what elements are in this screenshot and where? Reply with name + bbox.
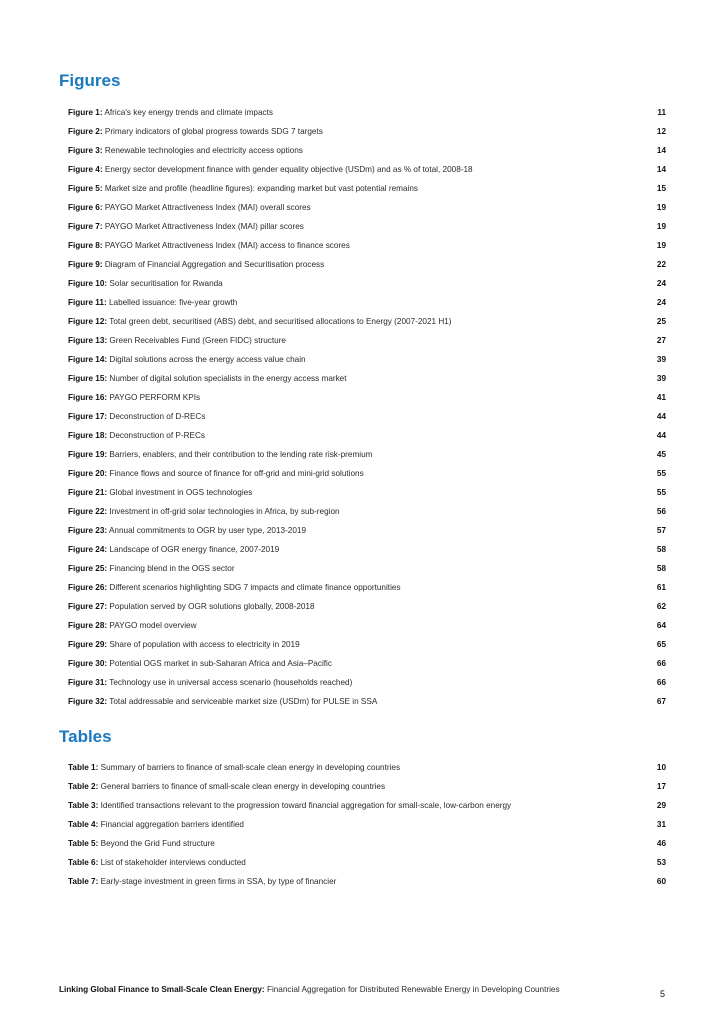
figure-entry-caption — [68, 312, 452, 331]
figure-entry-number: Figure 29: — [68, 640, 108, 649]
figure-entry-caption — [68, 388, 200, 407]
figure-entry-title: PAYGO PERFORM KPIs — [109, 393, 201, 402]
figure-entry-caption — [68, 502, 340, 521]
figure-entry-page: 27 — [656, 336, 666, 345]
figure-entry-page: 25 — [656, 317, 666, 326]
figures-list — [68, 103, 666, 711]
figure-entry-caption — [68, 236, 350, 255]
figure-entry-title: Share of population with access to electricity in 2019 — [109, 640, 300, 649]
figure-entry[interactable] — [68, 559, 666, 578]
table-entry-number: Table 6: — [68, 858, 99, 867]
figure-entry-title: Diagram of Financial Aggregation and Securitisation process — [104, 260, 325, 269]
figure-entry-caption — [68, 141, 303, 160]
table-entry[interactable] — [68, 777, 666, 796]
figure-entry[interactable] — [68, 122, 666, 141]
figure-entry-page: 41 — [656, 393, 666, 402]
figure-entry[interactable] — [68, 255, 666, 274]
figure-entry-caption — [68, 407, 205, 426]
page-footer — [59, 984, 665, 999]
figure-entry-page: 11 — [657, 108, 666, 117]
table-entry-number: Table 4: — [68, 820, 99, 829]
figure-entry-title: PAYGO Market Attractiveness Index (MAI) access to finance scores — [104, 241, 350, 250]
figure-entry[interactable] — [68, 616, 666, 635]
figure-entry-page: 39 — [656, 355, 666, 364]
table-entry-number: Table 1: — [68, 763, 99, 772]
figure-entry-caption — [68, 274, 223, 293]
figure-entry-page: 67 — [656, 697, 666, 706]
figure-entry-number: Figure 17: — [68, 412, 108, 421]
figure-entry-caption — [68, 350, 306, 369]
figure-entry-page: 62 — [656, 602, 666, 611]
figure-entry-title: Deconstruction of D-RECs — [109, 412, 206, 421]
figure-entry-page: 66 — [656, 678, 666, 687]
figure-entry-title: Different scenarios highlighting SDG 7 impacts and climate finance opportunities — [109, 583, 401, 592]
footer-title-bold: Linking Global Finance to Small-Scale Clean Energy: — [59, 985, 265, 994]
figure-entry-page: 55 — [656, 488, 666, 497]
figure-entry-caption — [68, 464, 364, 483]
figure-entry-page: 44 — [656, 412, 666, 421]
figure-entry-title: Number of digital solution specialists in the energy access market — [109, 374, 347, 383]
figure-entry-caption — [68, 331, 286, 350]
table-entry-page: 29 — [656, 801, 666, 810]
figure-entry-title: Financing blend in the OGS sector — [109, 564, 235, 573]
figure-entry-caption — [68, 160, 473, 179]
figure-entry-page: 45 — [656, 450, 666, 459]
figure-entry-page: 22 — [656, 260, 666, 269]
figure-entry-title: PAYGO Market Attractiveness Index (MAI) pillar scores — [104, 222, 304, 231]
table-entry-number: Table 5: — [68, 839, 99, 848]
figure-entry-title: Landscape of OGR energy finance, 2007-2019 — [109, 545, 280, 554]
figure-entry-page: 19 — [656, 203, 666, 212]
figure-entry[interactable] — [68, 407, 666, 426]
figure-entry-caption — [68, 521, 306, 540]
figure-entry-number: Figure 15: — [68, 374, 108, 383]
figure-entry-title: Solar securitisation for Rwanda — [109, 279, 223, 288]
figure-entry-title: PAYGO model overview — [109, 621, 197, 630]
table-entry[interactable] — [68, 758, 666, 777]
figure-entry-page: 14 — [656, 165, 666, 174]
table-entry-caption — [68, 853, 246, 872]
figure-entry-number: Figure 3: — [68, 146, 103, 155]
figure-entry-caption — [68, 597, 315, 616]
figure-entry[interactable] — [68, 597, 666, 616]
figure-entry-page: 58 — [656, 564, 666, 573]
figure-entry-number: Figure 28: — [68, 621, 108, 630]
figure-entry-number: Figure 1: — [68, 108, 103, 117]
figure-entry-page: 15 — [656, 184, 666, 193]
figure-entry-number: Figure 25: — [68, 564, 108, 573]
table-entry-title: Summary of barriers to finance of small-scale clean energy in developing countries — [100, 763, 401, 772]
figure-entry-caption — [68, 673, 352, 692]
figure-entry-number: Figure 2: — [68, 127, 103, 136]
figure-entry-page: 61 — [656, 583, 666, 592]
table-entry-caption — [68, 815, 244, 834]
page-number: 5 — [659, 989, 665, 999]
figure-entry-caption — [68, 654, 332, 673]
figure-entry-caption — [68, 122, 323, 141]
figure-entry-number: Figure 19: — [68, 450, 108, 459]
figure-entry[interactable] — [68, 179, 666, 198]
table-entry-caption — [68, 796, 511, 815]
figure-entry-number: Figure 6: — [68, 203, 103, 212]
figure-entry[interactable] — [68, 103, 666, 122]
figure-entry[interactable] — [68, 483, 666, 502]
figure-entry-page: 14 — [656, 146, 666, 155]
table-entry[interactable] — [68, 834, 666, 853]
figure-entry[interactable] — [68, 236, 666, 255]
figure-entry[interactable] — [68, 350, 666, 369]
table-entry-page: 17 — [656, 782, 666, 791]
figure-entry[interactable] — [68, 692, 666, 711]
figure-entry-page: 24 — [656, 298, 666, 307]
figure-entry-number: Figure 22: — [68, 507, 108, 516]
figure-entry-title: Investment in off-grid solar technologies in Africa, by sub-region — [109, 507, 340, 516]
figure-entry-title: Total green debt, securitised (ABS) debt, and securitised allocations to Energy (2007-2021 H1) — [109, 317, 452, 326]
figure-entry[interactable] — [68, 217, 666, 236]
figure-entry-number: Figure 13: — [68, 336, 108, 345]
figure-entry-number: Figure 21: — [68, 488, 108, 497]
figure-entry-title: PAYGO Market Attractiveness Index (MAI) overall scores — [104, 203, 311, 212]
figure-entry-title: Global investment in OGS technologies — [109, 488, 253, 497]
figure-entry-caption — [68, 198, 311, 217]
figure-entry-page: 39 — [656, 374, 666, 383]
figure-entry-number: Figure 14: — [68, 355, 108, 364]
figure-entry-title: Deconstruction of P-RECs — [109, 431, 205, 440]
figure-entry[interactable] — [68, 198, 666, 217]
table-entry-page: 46 — [656, 839, 666, 848]
table-entry-title: Financial aggregation barriers identified — [100, 820, 244, 829]
figures-heading: Figures — [59, 71, 121, 90]
figure-entry-title: Potential OGS market in sub-Saharan Africa and Asia–Pacific — [109, 659, 332, 668]
figure-entry-title: Primary indicators of global progress towards SDG 7 targets — [104, 127, 323, 136]
tables-list — [68, 758, 666, 891]
figure-entry[interactable] — [68, 141, 666, 160]
figure-entry-number: Figure 4: — [68, 165, 103, 174]
figure-entry-page: 44 — [656, 431, 666, 440]
figure-entry-number: Figure 30: — [68, 659, 108, 668]
figure-entry-caption — [68, 616, 196, 635]
figure-entry[interactable] — [68, 388, 666, 407]
table-entry-title: General barriers to finance of small-scale clean energy in developing countries — [100, 782, 386, 791]
table-entry-title: Early-stage investment in green firms in SSA, by type of financier — [100, 877, 337, 886]
figure-entry-number: Figure 18: — [68, 431, 108, 440]
figure-entry-caption — [68, 179, 418, 198]
table-entry[interactable] — [68, 796, 666, 815]
table-entry-title: List of stakeholder interviews conducted — [100, 858, 246, 867]
figure-entry-page: 57 — [656, 526, 666, 535]
figure-entry[interactable] — [68, 426, 666, 445]
figure-entry-number: Figure 23: — [68, 526, 108, 535]
figure-entry[interactable] — [68, 654, 666, 673]
figure-entry-page: 55 — [656, 469, 666, 478]
figure-entry[interactable] — [68, 445, 666, 464]
figure-entry-caption — [68, 369, 347, 388]
figure-entry-page: 19 — [656, 241, 666, 250]
figure-entry-title: Barriers, enablers, and their contribution to the lending rate risk-premium — [109, 450, 373, 459]
table-entry-number: Table 2: — [68, 782, 99, 791]
figure-entry[interactable] — [68, 369, 666, 388]
tables-heading: Tables — [59, 727, 112, 746]
figure-entry[interactable] — [68, 293, 666, 312]
table-entry[interactable] — [68, 872, 666, 891]
table-entry-caption — [68, 834, 215, 853]
figure-entry[interactable] — [68, 464, 666, 483]
figure-entry-number: Figure 11: — [68, 298, 107, 307]
figure-entry-number: Figure 12: — [68, 317, 108, 326]
figure-entry-page: 58 — [656, 545, 666, 554]
table-entry-caption — [68, 777, 385, 796]
figure-entry-number: Figure 24: — [68, 545, 108, 554]
figure-entry-title: Labelled issuance: five-year growth — [108, 298, 238, 307]
figure-entry-title: Finance flows and source of finance for off-grid and mini-grid solutions — [109, 469, 364, 478]
figure-entry-number: Figure 9: — [68, 260, 103, 269]
figure-entry[interactable] — [68, 160, 666, 179]
table-entry-title: Beyond the Grid Fund structure — [100, 839, 215, 848]
figure-entry[interactable] — [68, 578, 666, 597]
table-entry-caption — [68, 758, 400, 777]
footer-document-title — [59, 985, 560, 994]
figure-entry-title: Population served by OGR solutions globally, 2008-2018 — [109, 602, 315, 611]
figure-entry-page: 66 — [656, 659, 666, 668]
figure-entry-page: 12 — [656, 127, 666, 136]
figure-entry-number: Figure 20: — [68, 469, 108, 478]
figure-entry-caption — [68, 578, 401, 597]
figure-entry-caption — [68, 483, 252, 502]
figure-entry[interactable] — [68, 673, 666, 692]
figure-entry-page: 64 — [656, 621, 666, 630]
figure-entry[interactable] — [68, 635, 666, 654]
figure-entry-title: Renewable technologies and electricity access options — [104, 146, 303, 155]
figure-entry-page: 19 — [656, 222, 666, 231]
table-entry-page: 10 — [656, 763, 666, 772]
figure-entry-caption — [68, 293, 237, 312]
figure-entry-caption — [68, 217, 304, 236]
table-entry-page: 53 — [656, 858, 666, 867]
figure-entry-title: Energy sector development finance with gender equality objective (USDm) and as % of total, 2008-18 — [104, 165, 473, 174]
figure-entry-title: Green Receivables Fund (Green FIDC) structure — [109, 336, 286, 345]
figure-entry-title: Total addressable and serviceable market size (USDm) for PULSE in SSA — [109, 697, 378, 706]
figure-entry[interactable] — [68, 502, 666, 521]
figure-entry[interactable] — [68, 312, 666, 331]
figure-entry-number: Figure 31: — [68, 678, 108, 687]
figure-entry[interactable] — [68, 540, 666, 559]
figure-entry-caption — [68, 635, 300, 654]
figure-entry-caption — [68, 255, 324, 274]
figure-entry-caption — [68, 540, 279, 559]
figure-entry-title: Digital solutions across the energy access value chain — [109, 355, 306, 364]
figure-entry-caption — [68, 426, 205, 445]
figure-entry-title: Technology use in universal access scenario (households reached) — [109, 678, 353, 687]
figure-entry-caption — [68, 445, 372, 464]
figure-entry-caption — [68, 103, 273, 122]
figure-entry-caption — [68, 692, 377, 711]
figure-entry-number: Figure 10: — [68, 279, 108, 288]
figure-entry-page: 24 — [656, 279, 666, 288]
figure-entry-number: Figure 8: — [68, 241, 103, 250]
table-entry[interactable] — [68, 815, 666, 834]
figure-entry-page: 56 — [656, 507, 666, 516]
table-entry-number: Table 3: — [68, 801, 99, 810]
figure-entry[interactable] — [68, 521, 666, 540]
figure-entry-title: Africa's key energy trends and climate impacts — [104, 108, 273, 117]
figure-entry[interactable] — [68, 331, 666, 350]
figure-entry-page: 65 — [656, 640, 666, 649]
footer-title-rest: Financial Aggregation for Distributed Renewable Energy in Developing Countries — [266, 985, 560, 994]
figure-entry-number: Figure 27: — [68, 602, 108, 611]
figure-entry-title: Annual commitments to OGR by user type, 2013-2019 — [108, 526, 307, 535]
figure-entry-number: Figure 16: — [68, 393, 108, 402]
figure-entry-number: Figure 32: — [68, 697, 108, 706]
figure-entry-number: Figure 26: — [68, 583, 108, 592]
figure-entry[interactable] — [68, 274, 666, 293]
table-entry-number: Table 7: — [68, 877, 99, 886]
table-entry-page: 31 — [656, 820, 666, 829]
table-entry-title: Identified transactions relevant to the progression toward financial aggregation for small-scale, low-carbon energy — [100, 801, 512, 810]
figure-entry-number: Figure 5: — [68, 184, 103, 193]
table-entry[interactable] — [68, 853, 666, 872]
table-entry-caption — [68, 872, 336, 891]
table-entry-page: 60 — [656, 877, 666, 886]
figure-entry-number: Figure 7: — [68, 222, 103, 231]
figure-entry-title: Market size and profile (headline figures): expanding market but vast potential remains — [104, 184, 418, 193]
figure-entry-caption — [68, 559, 235, 578]
